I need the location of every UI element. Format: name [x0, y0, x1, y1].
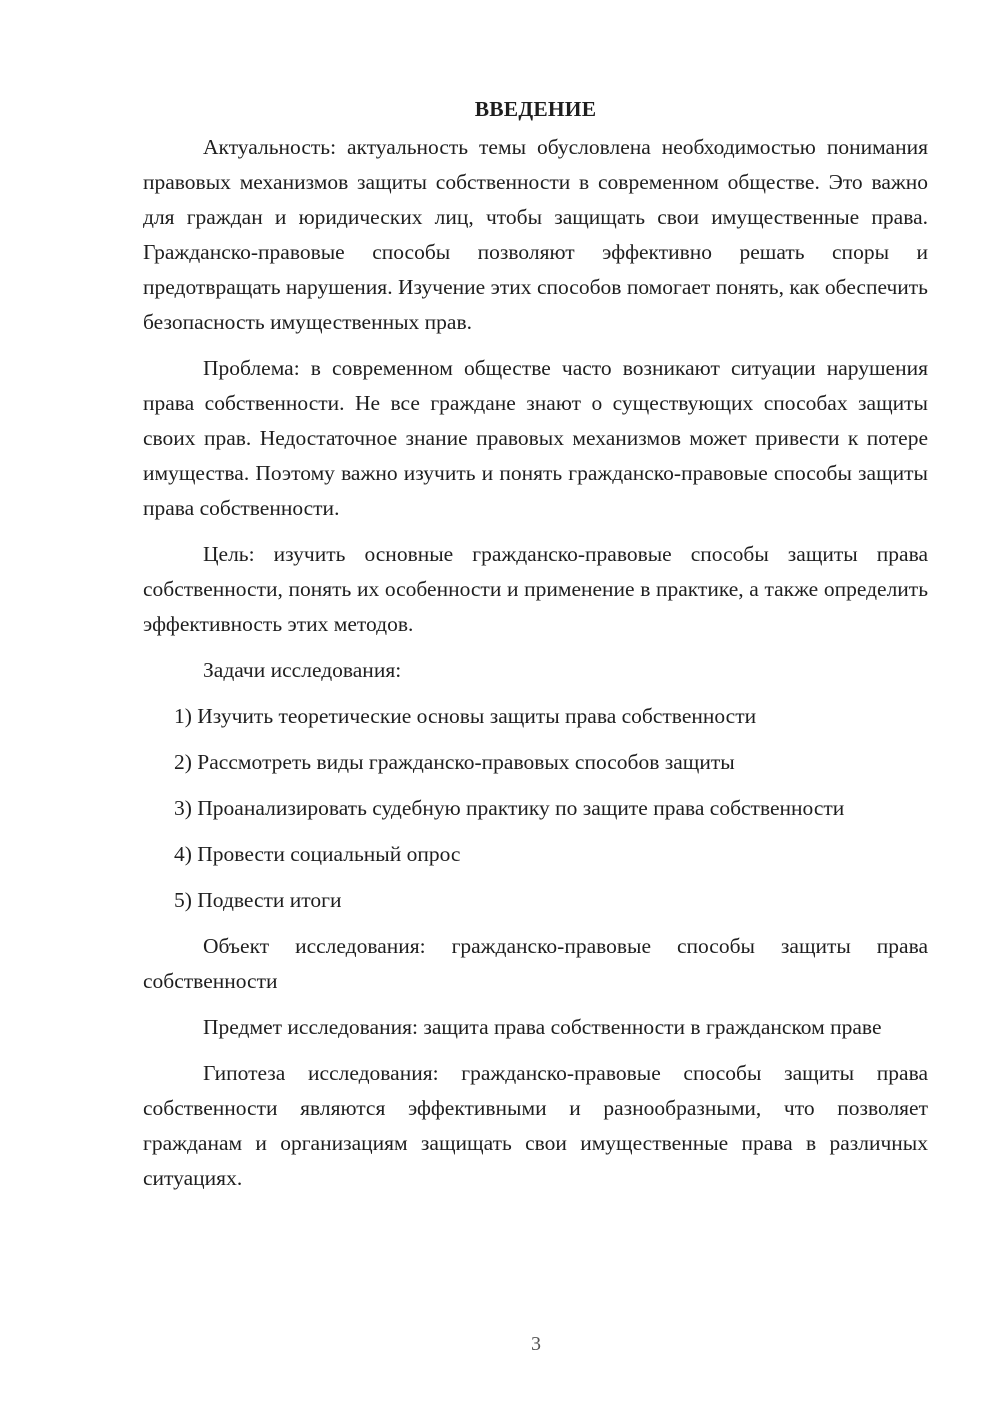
subject-paragraph: Предмет исследования: защита права собственности в гражданском праве — [203, 1015, 882, 1039]
relevance-paragraph: Актуальность: актуальность темы обусловлена необходимостью понимания правовых механизмов защиты собственности в современном обществе. Это важно для граждан и юридических лиц, чтобы защищать свои имущественные права. Гражданско-правовые способы позволяют эффективно решать споры и предотвращать нарушения. Изучение этих способов помогает понять, как обеспечить безопасность имущественных прав. — [143, 135, 928, 334]
task-item-4: 4) Провести социальный опрос — [174, 842, 461, 866]
page-title: ВВЕДЕНИЕ — [474, 97, 597, 121]
goal-paragraph: Цель: изучить основные гражданско-правовые способы защиты права собственности, понять их особенности и применение в практике, а также определить эффективность этих методов. — [143, 542, 928, 636]
task-item-1: 1) Изучить теоретические основы защиты права собственности — [174, 704, 757, 728]
task-item-5: 5) Подвести итоги — [174, 888, 342, 912]
problem-paragraph: Проблема: в современном обществе часто возникают ситуации нарушения права собственности. Не все граждане знают о существующих способах защиты своих прав. Недостаточное знание правовых механизмов может привести к потере имущества. Поэтому важно изучить и понять гражданско-правовые способы защиты права собственности. — [143, 356, 928, 520]
tasks-heading: Задачи исследования: — [203, 658, 402, 682]
task-item-2: 2) Рассмотреть виды гражданско-правовых способов защиты — [174, 750, 735, 774]
document-page — [143, 92, 928, 1207]
object-paragraph: Объект исследования: гражданско-правовые способы защиты права собственности — [143, 934, 928, 993]
page-number: 3 — [531, 1333, 541, 1355]
hypothesis-paragraph: Гипотеза исследования: гражданско-правовые способы защиты права собственности являются эффективными и разнообразными, что позволяет гражданам и организациям защищать свои имущественные права в различных ситуациях. — [143, 1061, 928, 1190]
task-item-3: 3) Проанализировать судебную практику по защите права собственности — [174, 796, 845, 820]
